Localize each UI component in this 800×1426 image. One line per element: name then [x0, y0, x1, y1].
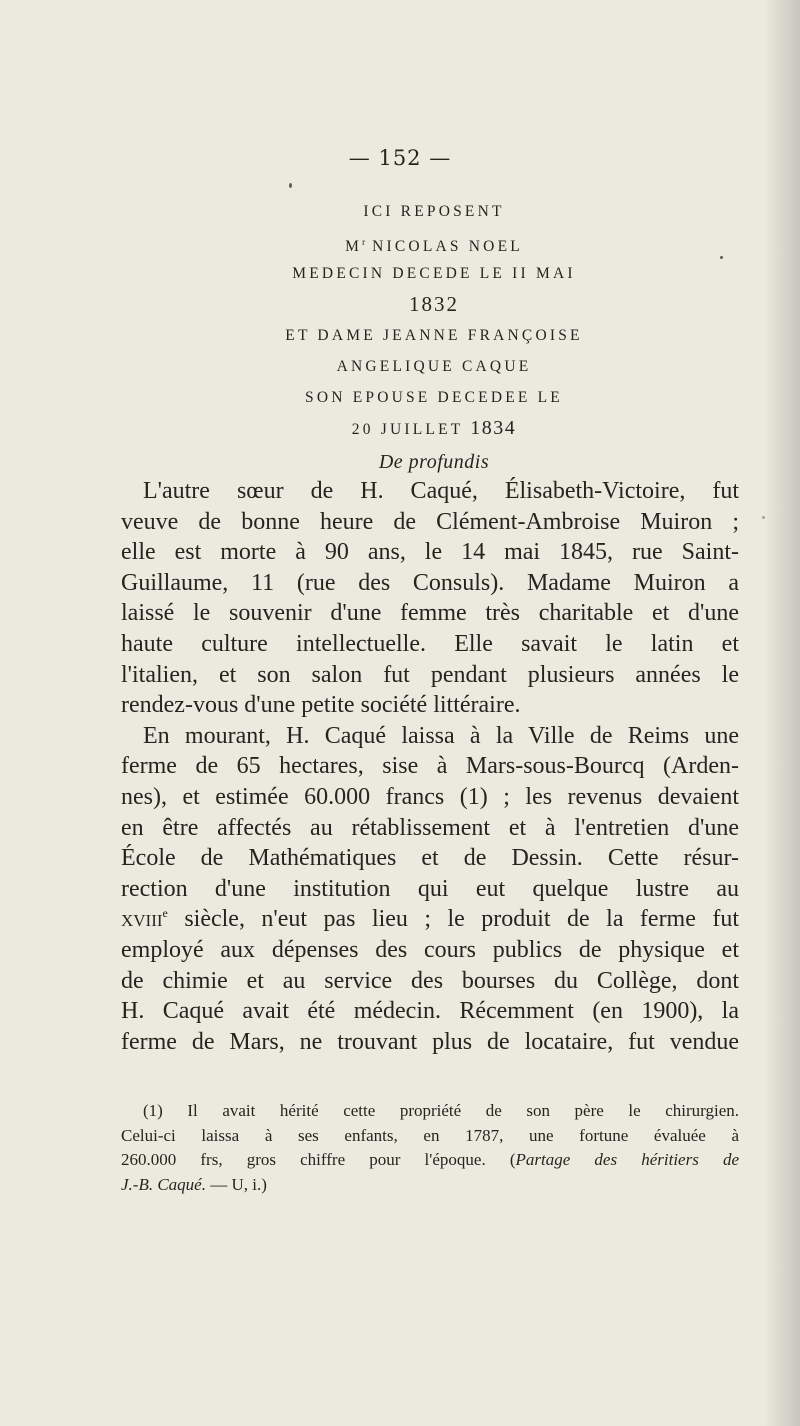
- paper-speck: [762, 516, 765, 519]
- paragraph-2-line: employé aux dépenses des cours publics de physique et: [121, 936, 739, 963]
- paragraph-1-line: veuve de bonne heure de Clément-Ambroise Muiron ;: [121, 508, 739, 535]
- paragraph-2-line: École de Mathématiques et de Dessin. Cette résur-: [121, 845, 739, 872]
- epitaph-date: 20 JUILLET: [351, 421, 471, 438]
- footnote-line: [121, 1148, 739, 1173]
- paragraph-1-line: L'autre sœur de H. Caqué, Élisabeth-Victoire, fut: [143, 478, 739, 504]
- epitaph-name: NICOLAS NOEL: [365, 238, 523, 256]
- epitaph-line-6: ANGELIQUE CAQUE: [336, 358, 532, 375]
- epitaph-inscription: [0, 196, 800, 478]
- body-text: [121, 476, 739, 1057]
- footnote: [121, 1099, 739, 1197]
- epitaph-line-5: ET DAME JEANNE FRANÇOISE: [285, 327, 583, 344]
- paragraph-2-line: En mourant, H. Caqué laissa à la Ville de Reims une: [143, 722, 739, 749]
- epitaph-year: 1834: [470, 417, 517, 439]
- paragraph-1-line: haute culture intellectuelle. Elle savait le latin et: [121, 630, 739, 657]
- paragraph-1-line: elle est morte à 90 ans, le 14 mai 1845, rue Saint-: [121, 539, 739, 566]
- epitaph-title-sup: r: [362, 237, 366, 247]
- epitaph-line-9: De profundis: [378, 451, 490, 473]
- paragraph-2-line: nes), et estimée 60.000 francs (1) ; les revenus devaient: [121, 783, 739, 810]
- paragraph-2-line: de chimie et au service des bourses du Collège, dont: [121, 967, 739, 994]
- paragraph-1-line: laissé le souvenir d'une femme très charitable et d'une: [121, 600, 739, 627]
- epitaph-line-3: MEDECIN DECEDE LE II MAI: [292, 265, 576, 282]
- epitaph-line-8: [0, 413, 800, 444]
- paper-speck: [720, 256, 723, 259]
- paragraph-2-line: [121, 904, 739, 935]
- paragraph-2-line: en être affectés au rétablissement et à l'entretien d'une: [121, 814, 739, 841]
- footnote-line: Celui-ci laissa à ses enfants, en 1787, une fortune évaluée à: [121, 1125, 739, 1145]
- footnote-citation: Partage des héritiers de: [515, 1150, 739, 1169]
- footnote-text: — U, i.): [205, 1174, 267, 1194]
- paper-speck: [289, 183, 292, 188]
- footnote-line: (1) Il avait hérité cette propriété de son père le chirurgien.: [143, 1101, 739, 1120]
- footnote-text: 260.000 frs, gros chiffre pour l'époque. (: [121, 1150, 516, 1169]
- paragraph-1-line: Guillaume, 11 (rue des Consuls). Madame Muiron a: [121, 569, 739, 596]
- paragraph-2-line: ferme de Mars, ne trouvant plus de locataire, fut vendue: [121, 1028, 739, 1055]
- century-line-rest: siècle, n'eut pas lieu ; le produit de la ferme fut: [167, 906, 739, 933]
- epitaph-line-1: ICI REPOSENT: [363, 203, 505, 220]
- century-numeral: xviii: [121, 906, 163, 933]
- paragraph-2-line: ferme de 65 hectares, sise à Mars-sous-Bourcq (Arden-: [121, 753, 739, 780]
- epitaph-title: M: [345, 238, 363, 256]
- footnote-line: [121, 1173, 739, 1198]
- century-sup: e: [162, 906, 168, 921]
- paragraph-1-line: l'italien, et son salon fut pendant plusieurs années le: [121, 661, 739, 688]
- paragraph-2-line: H. Caqué avait été médecin. Récemment (en 1900), la: [121, 998, 739, 1025]
- epitaph-line-7: SON EPOUSE DECEDEE LE: [305, 389, 563, 406]
- paragraph-1-line: rendez-vous d'une petite société littéraire.: [121, 692, 521, 719]
- footnote-citation: J.-B. Caqué.: [121, 1174, 206, 1194]
- page-number: — 152 —: [348, 146, 452, 170]
- epitaph-line-4: 1832: [409, 292, 459, 316]
- epitaph-line-2: [0, 227, 800, 258]
- paragraph-2-line: rection d'une institution qui eut quelque lustre au: [121, 875, 739, 902]
